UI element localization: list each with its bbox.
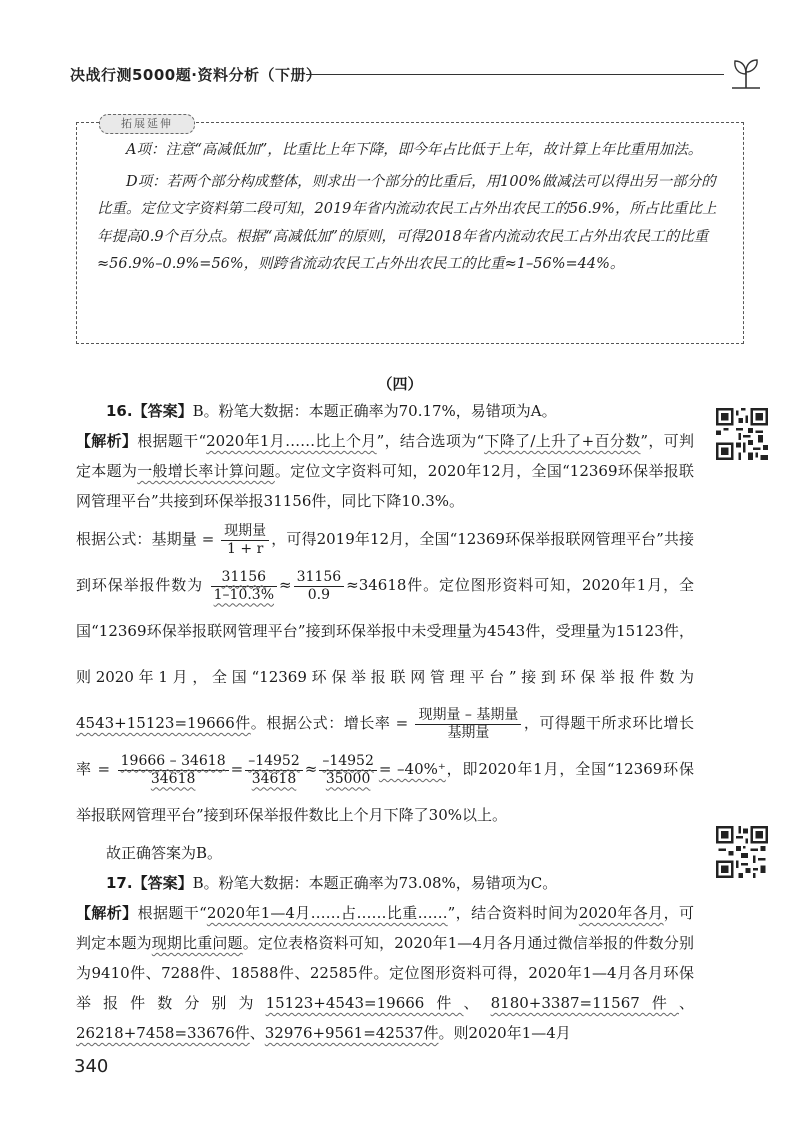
fraction-denominator: 0.9	[307, 586, 330, 603]
fraction-denominator: 34618	[251, 770, 297, 787]
q17-answer-text: B。粉笔大数据：本题正确率为73.08%，易错项为C。	[192, 874, 558, 892]
q16-analysis-1	[76, 426, 694, 516]
answer-body	[76, 396, 694, 1048]
text-run: 。定位表格资料可知，2020年1—4月各月通过微信举报的件数分别为9410件、7288件、18588件、22585件。定位图形资料可得，2020年1—4月各月环保举报件数分别为	[76, 934, 694, 1012]
key-phrase: 2020年1月……比上个月	[206, 432, 377, 450]
q17-answer	[76, 868, 694, 898]
fraction-estimate	[319, 753, 377, 788]
text-run: 根据题干“	[137, 432, 207, 450]
fraction-growth-calc	[118, 753, 229, 788]
text-run: ，即2020年1月，全国“12369环保举报联网管理平台”接到环保举报件数比上个月下降了30%以上。	[76, 760, 694, 824]
text-run: 根据公式：基期量 =	[76, 530, 215, 548]
key-phrase: 4543+15123=19666件	[76, 714, 251, 732]
approx-sign: ≈	[304, 760, 318, 778]
key-phrase: 2020年1—4月……占……比重……	[206, 904, 448, 922]
key-phrase: 32976+9561=42537件	[264, 1024, 439, 1042]
fraction-31156-over-rate	[211, 569, 277, 604]
fraction-31156-over-09	[294, 569, 345, 604]
text-run: ≈34618件	[346, 576, 424, 594]
text-run: 根据题干“	[137, 904, 207, 922]
formula-base-period	[221, 523, 269, 558]
separator: 、	[463, 994, 491, 1012]
text-run: ”，结合选项为“	[376, 432, 485, 450]
text-run: ”，可判定本题为	[76, 432, 695, 480]
key-phrase: 下降了/上升了+百分数	[484, 432, 641, 450]
key-phrase: 一般增长率计算问题	[137, 462, 275, 480]
header-rule	[306, 74, 724, 75]
key-phrase: 现期比重问题	[151, 934, 243, 952]
approx-sign: ≈	[279, 576, 292, 594]
text-run: 。根据公式：增长率 =	[250, 714, 409, 732]
fraction-diff	[245, 753, 303, 788]
page-number: 340	[74, 1056, 109, 1077]
qr-code-icon	[716, 826, 768, 878]
q16-analysis-2	[76, 516, 694, 838]
fraction-denominator: 1 + r	[227, 540, 264, 557]
note-paragraph-d: D项：若两个部分构成整体，则求出一个部分的比重后，用100%做减法可以得出另一部分的比重。定位文字资料第二段可知，2019年省内流动农民工占外出农民工的56.9%，所占比重比上年提高0.9个百分点。根据“高减低加”的原则，可得2018年省内流动农民工占外出农民工的比重≈56.9%–0.9%=56%，则跨省流动农民工占外出农民工的比重≈1–56%=44%。	[97, 173, 717, 272]
text-run: ”，结合资料时间为	[447, 904, 579, 922]
q16-conclusion: 故正确答案为B。	[106, 844, 223, 862]
running-header	[70, 62, 770, 88]
q16-answer	[76, 396, 694, 426]
equals-sign: =	[230, 760, 244, 778]
key-phrase: 26218+7458=33676件	[76, 1024, 250, 1042]
key-phrase: 8180+3387=11567件	[490, 994, 679, 1012]
q16-answer-text: B。粉笔大数据：本题正确率为70.17%，易错项为A。	[192, 402, 557, 420]
note-text	[97, 137, 723, 279]
key-phrase: 2020年各月	[578, 904, 664, 922]
fraction-numerator: 19666 – 34618	[118, 753, 229, 771]
key-phrase: = –40%⁺	[378, 760, 446, 778]
section-title: （四）	[377, 375, 423, 393]
formula-growth-rate	[415, 707, 521, 742]
qr-code-icon	[716, 408, 768, 460]
fraction-denominator: 1–10.3%	[213, 586, 275, 603]
fraction-numerator: 31156	[211, 569, 277, 587]
text-run: ，可得2019年12月，全国“12369环保举报联网管理平台”共接到环保举报件数为	[76, 530, 694, 594]
text-run: 。则2020年1—4月	[438, 1024, 571, 1042]
fraction-numerator: 现期量	[221, 523, 269, 541]
fraction-denominator: 35000	[325, 770, 371, 787]
book-title: 决战行测5000题·资料分析（下册）	[70, 66, 322, 84]
fraction-numerator: –14952	[245, 753, 303, 771]
key-phrase: 15123+4543=19666件	[265, 994, 464, 1012]
extension-note-box	[76, 117, 744, 344]
q17-analysis	[76, 898, 694, 1048]
text-run: 。定位图形资料可知，2020年1月，全国“12369环保举报联网管理平台”接到环保举报中未受理量为4543件，受理量为15123件，则2020年1月，全国“12369环保举报联网管理平台”接到环保举报件数为	[76, 576, 694, 686]
separator: 、	[678, 994, 694, 1012]
q17-analysis-label: 【解析】	[76, 904, 138, 922]
fraction-numerator: 31156	[294, 569, 345, 587]
note-paragraph-a: A项：注意“高减低加”，比重比上年下降，即今年占比低于上年，故计算上年比重用加法。	[126, 142, 703, 158]
text-run: ，可判定本题为	[76, 904, 694, 952]
fraction-denominator: 基期量	[447, 724, 490, 741]
separator: 、	[249, 1024, 265, 1042]
text-run: ，可得题干所求环比增长率 =	[76, 714, 694, 778]
q16-answer-label: 16.【答案】	[106, 402, 193, 420]
note-tag: 拓展延伸	[99, 114, 195, 134]
sprout-icon	[728, 54, 764, 90]
text-run: 。定位文字资料可知，2020年12月，全国“12369环保举报联网管理平台”共接到环保举报31156件，同比下降10.3%。	[76, 462, 694, 510]
q17-answer-label: 17.【答案】	[106, 874, 193, 892]
fraction-denominator: 34618	[150, 770, 196, 787]
fraction-numerator: 现期量 – 基期量	[415, 707, 521, 725]
q16-analysis-label: 【解析】	[76, 432, 138, 450]
fraction-numerator: –14952	[319, 753, 377, 771]
